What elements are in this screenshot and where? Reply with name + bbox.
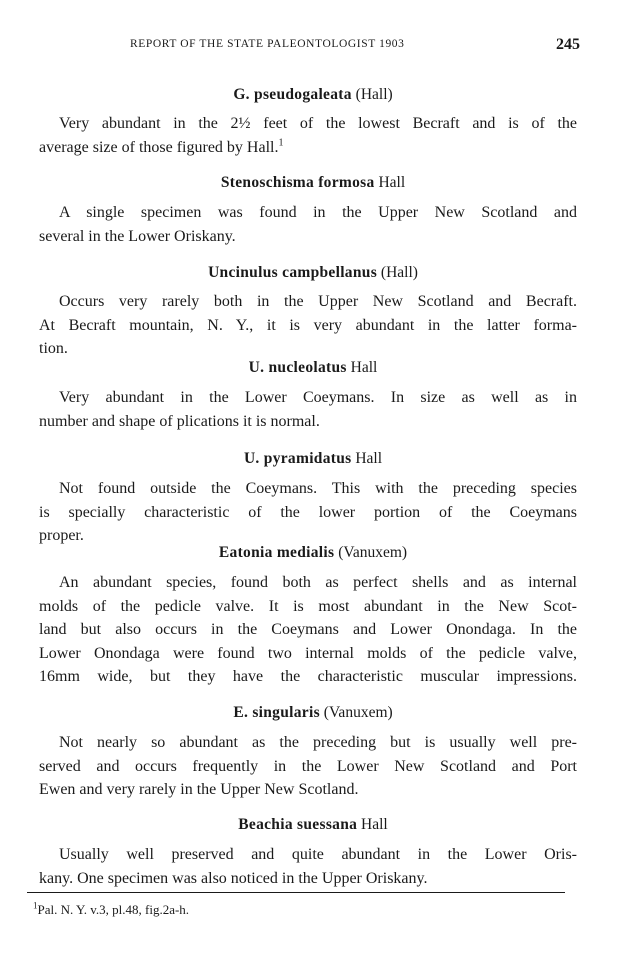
- text-line: Ewen and very rarely in the Upper New Scotland.: [39, 781, 359, 798]
- species-description: [39, 843, 577, 890]
- running-head: REPORT OF THE STATE PALEONTOLOGIST 1903: [130, 38, 405, 50]
- footnote-marker: 1: [33, 900, 38, 911]
- species-heading: [0, 816, 626, 834]
- species-name: E. singularis: [233, 704, 320, 721]
- text-line: An abundant species, found both as perfect shells and as internal: [59, 574, 577, 591]
- species-heading: [0, 544, 626, 562]
- species-heading: [0, 450, 626, 468]
- species-author: (Vanuxem): [338, 544, 408, 561]
- species-name: U. pyramidatus: [243, 450, 352, 467]
- species-description: [39, 477, 577, 548]
- text-line: Very abundant in the Lower Coeymans. In size as well as in: [59, 389, 577, 406]
- species-author: Hall: [355, 450, 383, 467]
- text-line: Usually well preserved and quite abundant in the Lower Oris-: [59, 846, 577, 863]
- species-heading: [0, 264, 626, 282]
- text-line: is specially characteristic of the lower portion of the Coeymans: [39, 503, 577, 521]
- species-description: [39, 201, 577, 248]
- footnote: [33, 902, 189, 918]
- species-name: Uncinulus campbellanus: [208, 264, 378, 281]
- species-name: Stenoschisma formosa: [220, 174, 375, 191]
- text-line: Occurs very rarely both in the Upper New Scotland and Becraft.: [59, 293, 577, 310]
- text-line: served and occurs frequently in the Lower New Scotland and Port: [39, 757, 577, 775]
- text-line: Very abundant in the 2½ feet of the lowest Becraft and is of the: [59, 115, 577, 132]
- species-heading: [0, 174, 626, 192]
- species-name: U. nucleolatus: [248, 359, 347, 376]
- footnote-reference: 1: [278, 137, 284, 149]
- text-line: 16mm wide, but they have the characteristic muscular impressions.: [39, 668, 577, 685]
- text-line: average size of those figured by Hall.$^1$: [39, 137, 284, 156]
- species-author: (Vanuxem): [323, 704, 393, 721]
- species-author: Hall: [378, 174, 406, 191]
- species-description: [39, 386, 577, 433]
- species-description: [39, 571, 577, 689]
- text-line: number and shape of plications it is normal.: [39, 412, 320, 430]
- species-name: G. pseudogaleata: [233, 86, 352, 103]
- text-line: land but also occurs in the Coeymans and Lower Onondaga. In the: [39, 621, 577, 638]
- footnote-text: Pal. N. Y. v.3, pl.48, fig.2a-h.: [37, 902, 190, 917]
- footnote-divider: [27, 892, 565, 893]
- page-number: 245: [556, 36, 580, 53]
- species-name: Eatonia medialis: [218, 544, 335, 561]
- text-line: molds of the pedicle valve. It is most abundant in the New Scot-: [39, 597, 577, 615]
- text-line: Not found outside the Coeymans. This with the preceding species: [59, 480, 577, 497]
- text-line: kany. One specimen was also noticed in the Upper Oriskany.: [39, 869, 428, 887]
- species-description: [39, 731, 577, 802]
- species-description: [39, 290, 577, 361]
- species-name: Beachia suessana: [238, 816, 358, 833]
- species-author: (Hall): [380, 264, 418, 281]
- text-line: tion.: [39, 340, 68, 357]
- species-author: Hall: [350, 359, 378, 376]
- species-heading: [0, 704, 626, 722]
- text-line: proper.: [39, 527, 84, 544]
- text-line: Not nearly so abundant as the preceding but is usually well pre-: [59, 734, 577, 751]
- species-heading: [0, 359, 626, 377]
- text-line: At Becraft mountain, N. Y., it is very abundant in the latter forma-: [39, 316, 577, 334]
- text-line: several in the Lower Oriskany.: [39, 227, 236, 245]
- species-author: Hall: [361, 816, 388, 833]
- text-line: Lower Onondaga were found two internal molds of the pedicle valve,: [39, 644, 577, 662]
- species-author: (Hall): [355, 86, 393, 103]
- species-description: [39, 112, 577, 159]
- species-heading: [0, 86, 626, 104]
- text-line: A single specimen was found in the Upper New Scotland and: [59, 204, 577, 221]
